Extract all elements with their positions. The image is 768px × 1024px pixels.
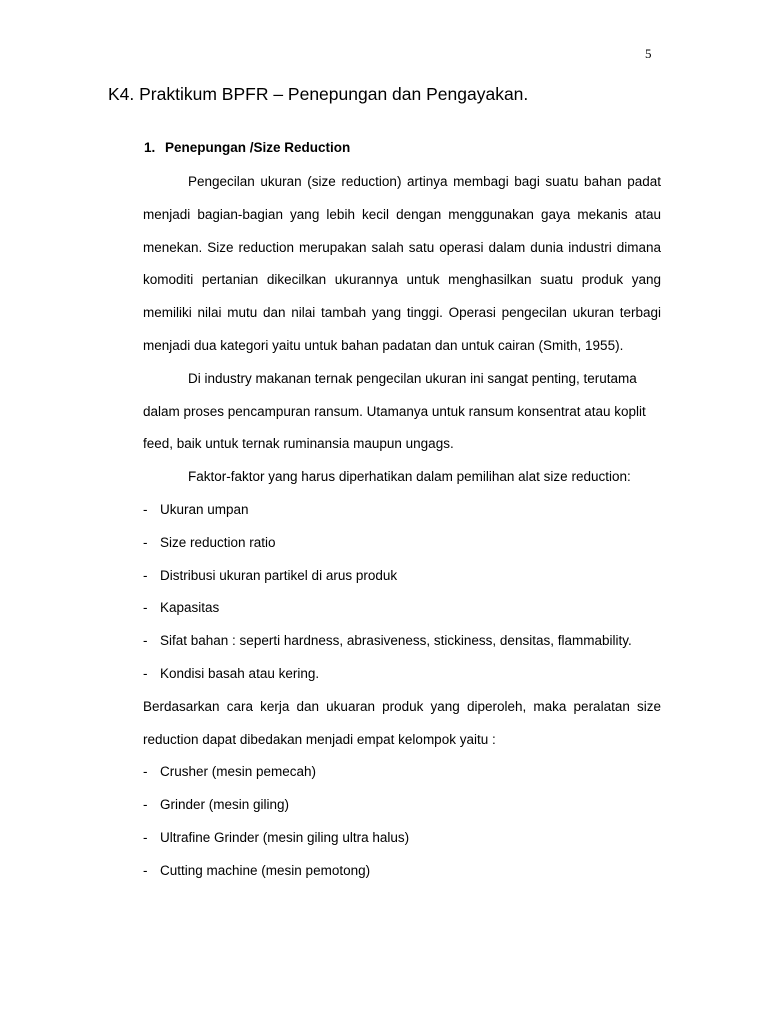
- list-item: [143, 822, 661, 855]
- body-text: [143, 166, 661, 888]
- list-item: [143, 756, 661, 789]
- list-item: [143, 625, 661, 658]
- list-item: [143, 789, 661, 822]
- list-item: [143, 855, 661, 888]
- groups-list: [143, 756, 661, 887]
- section-heading-text: Penepungan /Size Reduction: [165, 140, 351, 155]
- list-item-text: Ultrafine Grinder (mesin giling ultra halus): [160, 829, 410, 845]
- list-item: [143, 560, 661, 593]
- list-item: [143, 527, 661, 560]
- list-item-text: Crusher (mesin pemecah): [160, 764, 317, 780]
- list-marker: -: [143, 764, 148, 780]
- paragraph-factors-intro: Faktor-faktor yang harus diperhatikan dalam pemilihan alat size reduction:: [188, 469, 631, 485]
- paragraph-groups-intro: Berdasarkan cara kerja dan ukuaran produk yang diperoleh, maka peralatan size reduction dapat dibedakan menjadi empat kelompok yaitu :: [143, 698, 661, 747]
- list-marker: -: [143, 862, 148, 878]
- document-title: K4. Praktikum BPFR – Penepungan dan Pengayakan.: [108, 84, 529, 104]
- list-item-text: Kondisi basah atau kering.: [160, 665, 320, 681]
- list-item-text: Sifat bahan : seperti hardness, abrasiveness, stickiness, densitas, flammability.: [160, 633, 632, 649]
- factors-list: [143, 494, 661, 691]
- list-item: [143, 658, 661, 691]
- list-marker: -: [143, 633, 148, 649]
- list-item-text: Distribusi ukuran partikel di arus produk: [160, 567, 398, 583]
- list-item-text: Kapasitas: [160, 600, 220, 616]
- section-number: 1.: [144, 140, 156, 155]
- list-item-text: Cutting machine (mesin pemotong): [160, 862, 371, 878]
- paragraph-size-reduction-definition: Pengecilan ukuran (size reduction) artinya membagi bagi suatu bahan padat menjadi bagian-bagian yang lebih kecil dengan menggunakan gaya mekanis atau menekan. Size reduction merupakan salah satu operasi dalam dunia industri dimana komoditi pertanian dikecilkan ukurannya untuk menghasilkan suatu produk yang memiliki nilai mutu dan nilai tambah yang tinggi. Operasi pengecilan ukuran terbagi menjadi dua kategori yaitu untuk bahan padatan dan untuk cairan (Smith, 1955).: [143, 174, 661, 353]
- section-heading: [144, 140, 350, 155]
- list-marker: -: [143, 797, 148, 813]
- list-marker: -: [143, 829, 148, 845]
- list-marker: -: [143, 501, 148, 517]
- list-item-text: Size reduction ratio: [160, 534, 276, 550]
- list-marker: -: [143, 567, 148, 583]
- list-marker: -: [143, 600, 148, 616]
- list-item: [143, 494, 661, 527]
- list-item-text: Grinder (mesin giling): [160, 797, 290, 813]
- list-marker: -: [143, 534, 148, 550]
- paragraph-feed-industry: Di industry makanan ternak pengecilan ukuran ini sangat penting, terutama dalam proses pencampuran ransum. Utamanya untuk ransum konsentrat atau koplit feed, baik untuk ternak ruminansia maupun ungags.: [143, 370, 646, 452]
- list-marker: -: [143, 665, 148, 681]
- list-item-text: Ukuran umpan: [160, 501, 249, 517]
- list-item: [143, 592, 661, 625]
- page-number: 5: [645, 46, 652, 61]
